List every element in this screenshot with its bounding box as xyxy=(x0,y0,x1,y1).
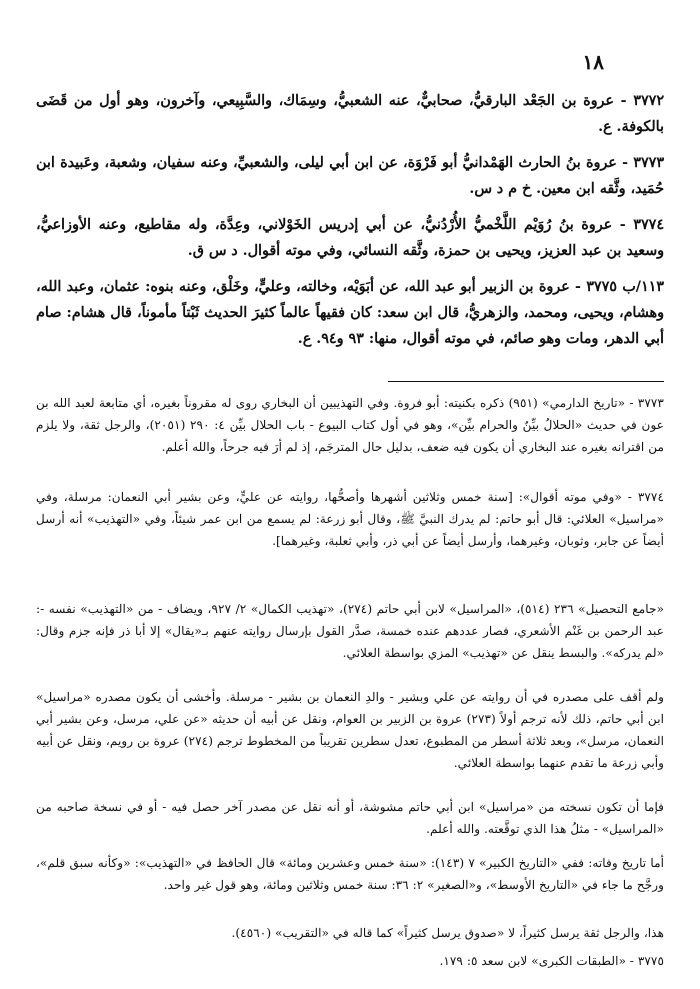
footnote-sources: «جامع التحصيل» ٢٣٦ (٥١٤)، «المراسيل» لابن أبي حاتم (٢٧٤)، «تهذيب الكمال» ٢/ ٩٢٧، ويضاف - من «التهذيب» نفسه -: عبد الرحمن بن غَنْم الأشعري، فصار عددهم عنده خمسة، صدَّر القول بإرسال روايته عنهم بـ«يقال» إلا أبا ذر فإنه جزم وقال: «لم يدركه». والبسط ينقل عن «تهذيب» المزي بواسطة العلائي. xyxy=(36,602,664,660)
footnote-manuscript: فإما أن تكون نسخته من «مراسيل» ابن أبي حاتم مشوشة، أو أنه نقل عن مصدر آخر حصل فيه - أو في نسخة صاحبه من «المراسيل» - مثلُ هذا الذي توقَّعته. والله أعلم. xyxy=(36,800,664,836)
entry-text: ٣٧٧٤ - عروة بنُ رُوَيْم اللَّخْميُّ الأُرْدُنيُّ، عن أبي إدريس الخَوْلاني، وعِدَّة، وله مقاطيع، وعنه الأوزاعيُّ، وسعيد بن عبد العزيز، ويحيى بن حمزة، وثَّقه النسائي، وفي موته أقوال. د س ق. xyxy=(36,217,664,259)
footnote-grading: هذا، والرجل ثقة يرسل كثيراً، لا «صدوق يرسل كثيراً» كما قاله في «التقريب» (٤٥٦٠). xyxy=(231,926,664,940)
footnote-3774: ٣٧٧٤ - «وفي موته أقوال»: [سنة خمس وثلاثين أشهرها وأصحُّها، روايته عن عليٍّ، وعن بشير أبي النعمان: مرسلة، وفي «مراسيل» العلائي: قال أبو حاتم: لم يدرك النبيَّ ﷺ، وقال أبو زرعة: لم يسمع من ابن عمر شيئاً، وفي «التهذيب» أنه أرسل أيضاً عن جابر، وثوبان، وغيرهما، وأرسل أيضاً عن أبي ذر، وأبي ثعلبة، وغيرهما]. xyxy=(36,490,664,548)
entry-3774 xyxy=(36,212,664,264)
entry-text: ٣٧٧٣ - عروة بنُ الحارث الهَمْدانيُّ أبو فَرْوَة، عن ابن أبي ليلى، والشعبيِّ، وعنه سفيان، وشعبة، وعَبيدة ابن حُمَيد، وثَّقه ابن معين. خ م د س. xyxy=(36,155,664,197)
entry-text: ١١٣/ب ٣٧٧٥ - عروة بن الزبير أبو عبد الله، عن أبَوَيْه، وخالته، وعليٍّ، وخَلْق، وعنه بنوه: عثمان، وعبد الله، وهشام، ويحيى، ومحمد، والزهريُّ، قال ابن سعد: كان فقيهاً عالماً كثيرَ الحديث ثَبْتاً مأموناً، قال هشام: صام أبي الدهر، ومات وهو صائم، في موته أقوال، منها: ٩٣ و٩٤. ع. xyxy=(36,279,664,347)
footnote-3773: ٣٧٧٣ - «تاريخ الدارمي» (٩٥١) ذكره بكنيته: أبو فروة. وفي التهذيبين أن البخاري روى له مقروناً بغيره، أي متابعة لعبد الله بن عون في حديث «الحلالُ بيِّنٌ والحرام بيِّن»، وهو في أول كتاب البيوع - باب الحلال بيِّن ٤: ٢٩٠ (٢٠٥١)، والرجل ثقة، ولا يلزم من اقترانه بغيره عند البخاري أن يكون فيه ضعف، بدليل حال المترجَم، إذ لم أرَ فيه جرحاً، والله أعلم. xyxy=(36,396,665,454)
page-number: ١٨ xyxy=(582,50,604,74)
footnote-analysis: ولم أقف على مصدره في أن روايته عن علي وبشير - والدِ النعمان بن بشير - مرسلة. وأخشى أن يكون مصدره «مراسيل» ابن أبي حاتم، ذلك لأنه ترجم أولاً (٢٧٣) عروة بن الزبير بن العوام، ونقل عن أبيه أن حديثه «عن علي، مرسل، وعن بشير أبي النعمان، مرسل»، وبعد ثلاثة أسطر من المطبوع، تعدل سطرين تقريباً من المخطوط ترجم (٢٧٤) عروة بن رويم، ونقل عن أبيه وأبي زرعة ما تقدم عنهما بواسطة العلائي. xyxy=(36,690,665,770)
footnote-separator xyxy=(388,381,664,382)
entry-text: ٣٧٧٢ - عروة بن الجَعْد البارقيُّ، صحابيٌّ، عنه الشعبيُّ، وسِمَاك، والسَّبِيعي، وآخرون، وهو أول من قَضَى بالكوفة. ع. xyxy=(36,93,664,135)
footnote-death-date: أما تاريخ وفاته: ففي «التاريخ الكبير» ٧ (١٤٣): «سنة خمس وعشرين ومائة» قال الحافظ في «التهذيب»: «وكأنه سبق قلم»، ورجَّح ما جاء في «التاريخ الأوسط»، و«الصغير» ٢: ٣٦: سنة خمس وثلاثين ومائة، وهو قول غير واحد. xyxy=(36,856,664,892)
footnote-3775: ٣٧٧٥ - «الطبقات الكبرى» لابن سعد ٥: ١٧٩. xyxy=(439,954,664,968)
entry-3773 xyxy=(36,150,664,202)
entry-3772 xyxy=(36,88,664,140)
entry-3775 xyxy=(36,274,664,352)
